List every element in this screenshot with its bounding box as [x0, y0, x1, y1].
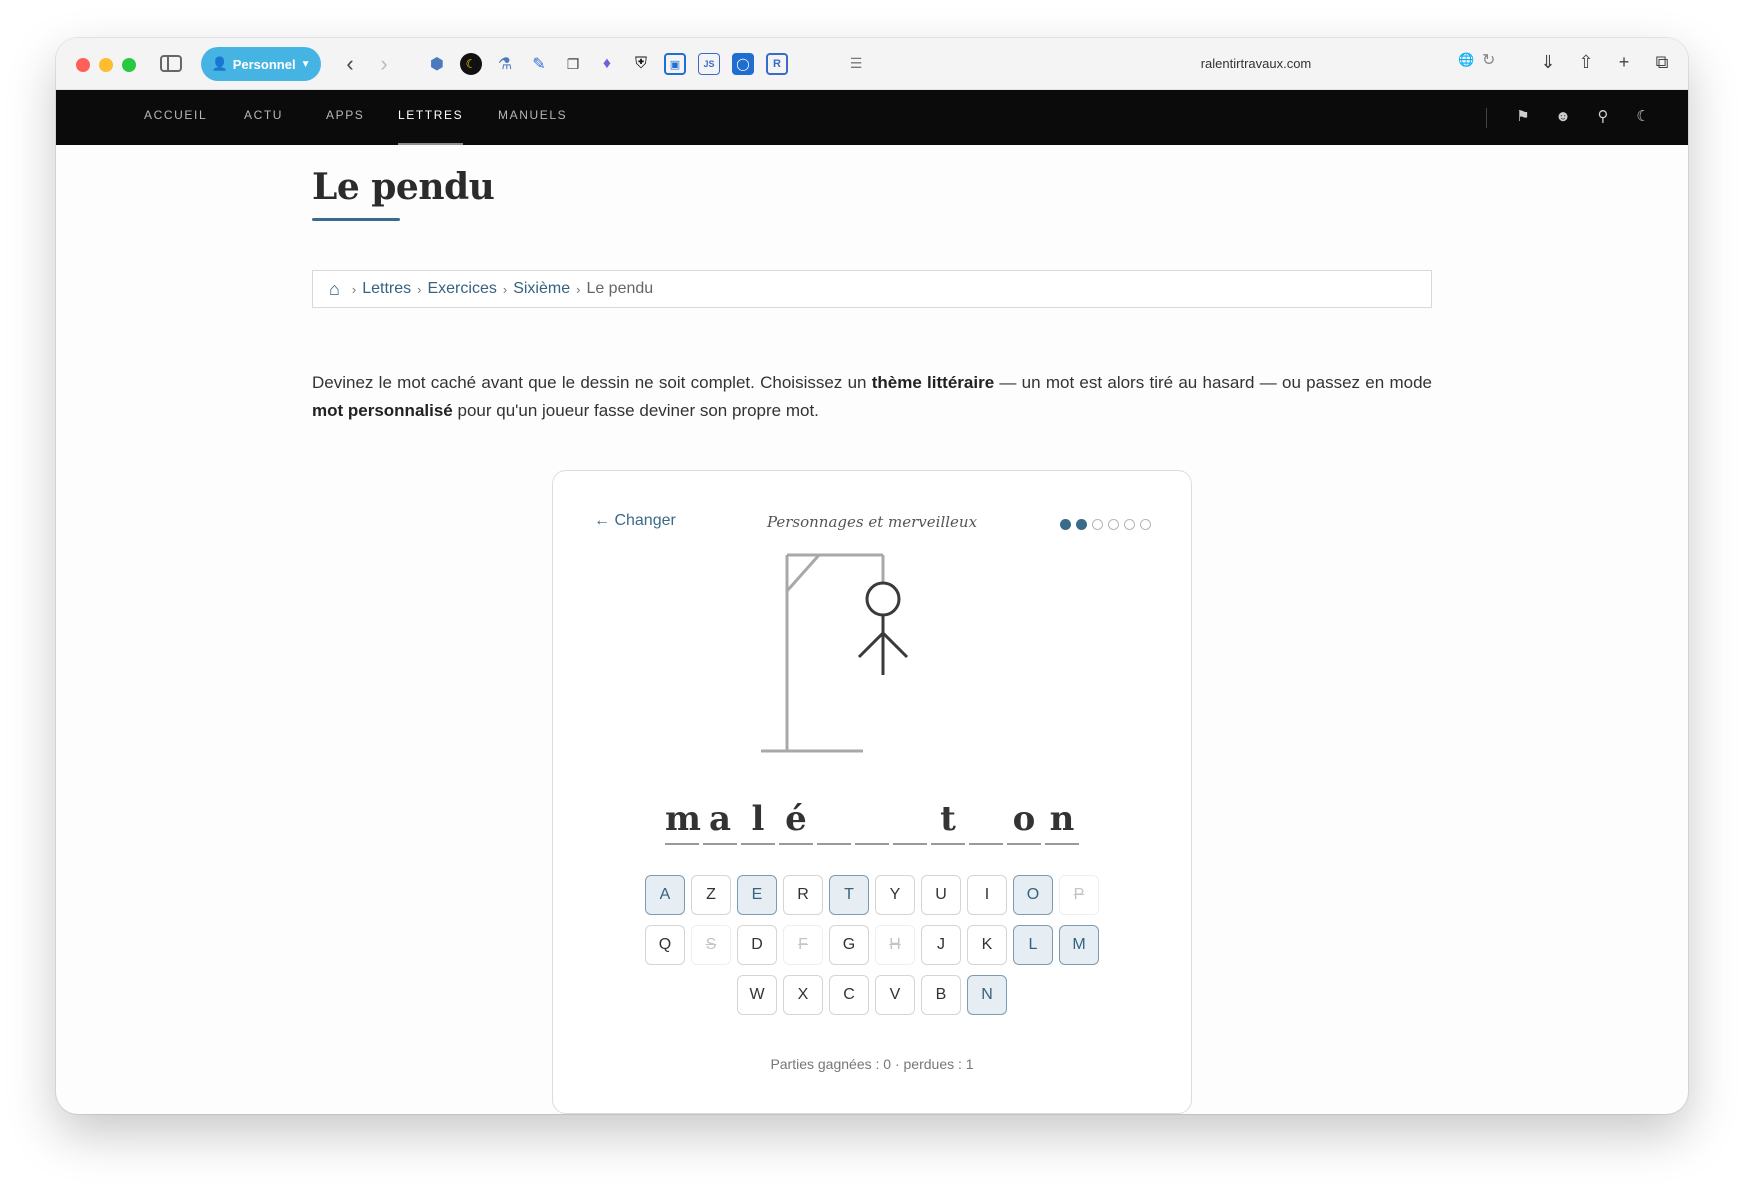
zoom-window-button[interactable]: [122, 58, 136, 72]
key-m[interactable]: M: [1059, 925, 1099, 965]
letter-slot: l: [741, 799, 775, 845]
key-u[interactable]: U: [921, 875, 961, 915]
letter-keyboard: [553, 875, 1191, 1025]
key-x[interactable]: X: [783, 975, 823, 1015]
breadcrumb-current: Le pendu: [586, 280, 654, 297]
nav-divider: [1486, 108, 1487, 128]
intro-part: — un mot est alors tiré au hasard — ou passez en mode: [994, 373, 1432, 392]
share-icon[interactable]: ⇧: [1578, 51, 1594, 72]
hidden-word: [553, 799, 1191, 845]
bitwarden-extension-icon[interactable]: ◯: [732, 53, 754, 75]
breadcrumb-sixieme[interactable]: Sixième: [513, 280, 571, 297]
nav-accueil[interactable]: ACCUEIL: [144, 108, 208, 122]
page-title: Le pendu: [312, 166, 495, 208]
letter-slot: n: [1045, 799, 1079, 845]
key-o[interactable]: O: [1013, 875, 1053, 915]
chevron-down-icon: ▼: [300, 58, 311, 70]
flask-extension-icon[interactable]: ⚗: [497, 56, 513, 73]
arrow-left-icon: ←: [594, 512, 610, 529]
user-icon[interactable]: ☻: [1555, 107, 1571, 125]
key-k[interactable]: K: [967, 925, 1007, 965]
key-v[interactable]: V: [875, 975, 915, 1015]
close-window-button[interactable]: [76, 58, 90, 72]
night-eye-extension-icon[interactable]: ☾: [460, 53, 482, 75]
key-l[interactable]: L: [1013, 925, 1053, 965]
letter-slot: t: [931, 799, 965, 845]
r-extension-icon[interactable]: R: [766, 53, 788, 75]
sidebar-icon[interactable]: [160, 55, 182, 72]
key-r[interactable]: R: [783, 875, 823, 915]
key-b[interactable]: B: [921, 975, 961, 1015]
home-icon[interactable]: ⌂: [329, 278, 340, 299]
breadcrumb-lettres[interactable]: Lettres: [362, 280, 412, 297]
letter-slot: [855, 799, 889, 845]
browser-toolbar: [56, 38, 1688, 90]
keyboard-row: [553, 875, 1191, 915]
key-p[interactable]: P: [1059, 875, 1099, 915]
title-underline: [312, 218, 400, 221]
bookmark-icon[interactable]: ⚑: [1516, 108, 1530, 125]
key-n[interactable]: N: [967, 975, 1007, 1015]
key-t[interactable]: T: [829, 875, 869, 915]
key-w[interactable]: W: [737, 975, 777, 1015]
gallows-brace: [787, 555, 819, 591]
nav-apps[interactable]: APPS: [326, 108, 365, 122]
intro-bold-theme: thème littéraire: [871, 373, 995, 392]
site-navigation: [56, 90, 1688, 145]
breadcrumb-exercices[interactable]: Exercices: [427, 280, 497, 297]
key-d[interactable]: D: [737, 925, 777, 965]
browser-window: [56, 38, 1688, 1114]
letter-slot: é: [779, 799, 813, 845]
new-tab-icon[interactable]: +: [1618, 51, 1630, 72]
letter-slot: a: [703, 799, 737, 845]
reload-icon[interactable]: ↻: [1482, 52, 1496, 69]
breadcrumb-separator: ›: [576, 281, 581, 297]
key-j[interactable]: J: [921, 925, 961, 965]
back-icon[interactable]: ‹: [346, 51, 354, 76]
breadcrumb-separator: ›: [502, 281, 508, 297]
cube-extension-icon[interactable]: ⬢: [430, 56, 444, 73]
breadcrumb-separator: ›: [351, 281, 357, 297]
intro-text: [312, 369, 1432, 425]
score-text: Parties gagnées : 0 · perdues : 1: [770, 1056, 974, 1072]
hangman-card: [552, 470, 1192, 1114]
key-c[interactable]: C: [829, 975, 869, 1015]
address-bar[interactable]: ralentirtravaux.com: [1200, 56, 1312, 71]
key-q[interactable]: Q: [645, 925, 685, 965]
profile-button[interactable]: [201, 47, 321, 81]
dark-mode-icon[interactable]: ☾: [1636, 108, 1650, 125]
browser-actions: [1536, 50, 1674, 74]
key-z[interactable]: Z: [691, 875, 731, 915]
breadcrumb: [312, 270, 1432, 308]
hangman-right-arm: [883, 633, 907, 657]
keyboard-row: [553, 975, 1191, 1015]
profile-label: Personnel: [232, 56, 296, 72]
breadcrumb-separator: ›: [417, 281, 422, 297]
nav-actu[interactable]: ACTU: [244, 108, 284, 122]
letter-slot: [969, 799, 1003, 845]
nav-manuels[interactable]: MANUELS: [498, 108, 568, 122]
intro-bold-custom: mot personnalisé: [312, 401, 453, 420]
letter-slot: [893, 799, 927, 845]
js-extension-icon[interactable]: JS: [698, 53, 720, 75]
theme-name: Personnages et merveilleux: [766, 513, 978, 531]
key-y[interactable]: Y: [875, 875, 915, 915]
box-extension-icon[interactable]: ▣: [664, 53, 686, 75]
key-g[interactable]: G: [829, 925, 869, 965]
translate-icon[interactable]: 🌐: [1458, 52, 1475, 67]
reader-icon[interactable]: ☰: [849, 54, 863, 71]
key-s[interactable]: S: [691, 925, 731, 965]
letter-slot: [817, 799, 851, 845]
hangman-left-arm: [859, 633, 883, 657]
hangman-drawing: [553, 471, 1193, 791]
letter-slot: o: [1007, 799, 1041, 845]
extensions-bar: [426, 50, 788, 78]
nav-lettres[interactable]: LETTRES: [398, 90, 463, 145]
intro-part: pour qu'un joueur fasse deviner son propre mot.: [452, 401, 819, 420]
download-icon[interactable]: ⇓: [1540, 51, 1556, 72]
intro-part: Devinez le mot caché avant que le dessin ne soit complet. Choisissez un: [312, 373, 872, 392]
change-label: Changer: [614, 512, 676, 529]
keyboard-row: [553, 925, 1191, 965]
hangman-head: [867, 583, 899, 615]
pen-extension-icon[interactable]: ✎: [532, 56, 546, 73]
forward-icon[interactable]: ›: [380, 51, 388, 76]
key-a[interactable]: A: [645, 875, 685, 915]
key-f[interactable]: F: [783, 925, 823, 965]
tabs-overview-icon[interactable]: ⧉: [1655, 51, 1669, 72]
search-icon[interactable]: ⚲: [1597, 108, 1609, 125]
key-h[interactable]: H: [875, 925, 915, 965]
letter-slot: m: [665, 799, 699, 845]
gem-extension-icon[interactable]: ♦: [602, 55, 612, 72]
person-icon: 👤: [211, 56, 228, 71]
copy-extension-icon[interactable]: ❐: [566, 55, 580, 72]
minimize-window-button[interactable]: [99, 58, 113, 72]
key-e[interactable]: E: [737, 875, 777, 915]
shield-extension-icon[interactable]: ⛨: [634, 55, 647, 72]
key-i[interactable]: I: [967, 875, 1007, 915]
